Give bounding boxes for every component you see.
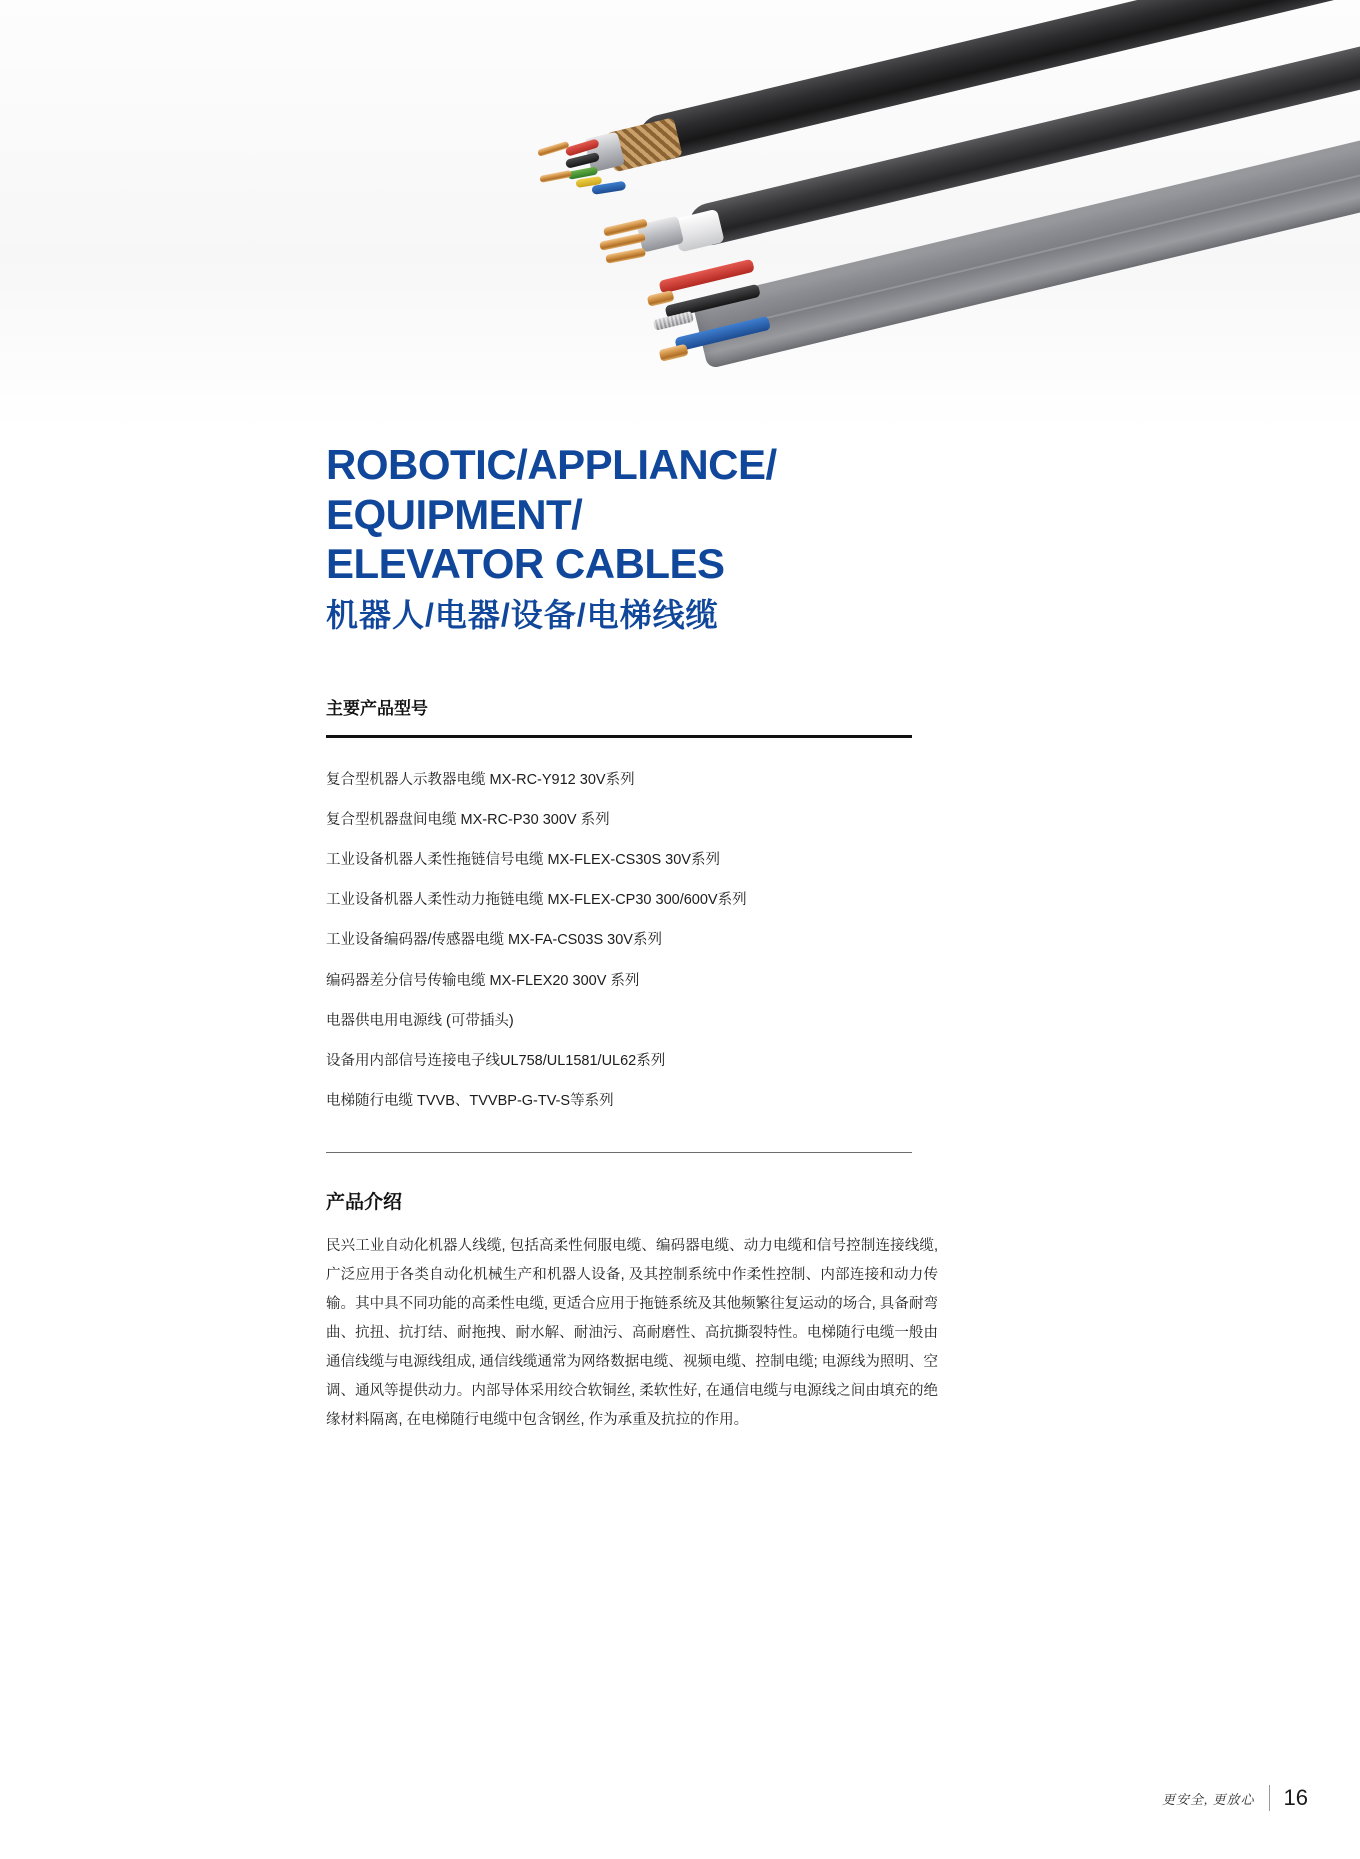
models-heading: 主要产品型号 (326, 699, 428, 719)
list-item: 工业设备编码器/传感器电缆 MX-FA-CS03S 30V系列 (326, 932, 662, 949)
list-item: 工业设备机器人柔性拖链信号电缆 MX-FLEX-CS30S 30V系列 (326, 852, 720, 869)
footer-slogan: 更安全, 更放心 (1162, 1791, 1255, 1807)
page-title-chinese: 机器人/电器/设备/电梯线缆 (326, 596, 719, 633)
title-line-3: ELEVATOR CABLES (326, 540, 725, 588)
list-item: 设备用内部信号连接电子线UL758/UL1581/UL62系列 (326, 1053, 666, 1070)
intro-body: 民兴工业自动化机器人线缆, 包括高柔性伺服电缆、编码器电缆、动力电缆和信号控制连接线缆, 广泛应用于各类自动化机械生产和机器人设备, 及其控制系统中作柔性控制、内部连接和动力传输。其中具不同功能的高柔性电缆, 更适合应用于拖链系统及其他频繁往复运动的场合, 具备耐弯曲、抗扭、抗打结、耐拖拽、耐水解、耐油污、高耐磨性、高抗撕裂特性。电梯随行电缆一般由通信线缆与电源线组成, 通信线缆通常为网络数据电缆、视频电缆、控制电缆; 电源线为照明、空调、通风等提供动力。内部导体采用绞合软铜丝, 柔软性好, 在通信电缆与电源线之间由填充的绝缘材料隔离, 在电梯随行电缆中包含钢丝, 作为承重及抗拉的作用。 (326, 1237, 938, 1428)
divider-thin (326, 1152, 912, 1153)
title-line-2: EQUIPMENT/ (326, 490, 583, 538)
list-item: 工业设备机器人柔性动力拖链电缆 MX-FLEX-CP30 300/600V系列 (326, 892, 747, 909)
copper-conductor (539, 170, 572, 183)
copper-conductor (537, 141, 570, 157)
title-line-1: ROBOTIC/APPLIANCE/ (326, 441, 777, 488)
page-content (326, 440, 966, 1435)
page-number: 16 (1283, 1785, 1308, 1810)
copper-conductor (605, 247, 646, 263)
hero-image (0, 0, 1360, 430)
model-list (326, 738, 966, 1122)
cable-photo-composition (0, 0, 1360, 430)
list-item: 电梯随行电缆 TVVB、TVVBP-G-TV-S等系列 (326, 1093, 614, 1110)
footer-divider (1269, 1785, 1270, 1811)
list-item: 电器供电用电源线 (可带插头) (326, 1012, 514, 1029)
copper-conductor (659, 344, 689, 362)
intro-heading: 产品介绍 (326, 1191, 403, 1213)
list-item: 复合型机器盘间电缆 MX-RC-P30 300V 系列 (326, 811, 610, 828)
page-title-english (326, 440, 966, 589)
page-footer (1162, 1785, 1308, 1811)
list-item: 编码器差分信号传输电缆 MX-FLEX20 300V 系列 (326, 972, 640, 989)
list-item: 复合型机器人示教器电缆 MX-RC-Y912 30V系列 (326, 771, 635, 788)
